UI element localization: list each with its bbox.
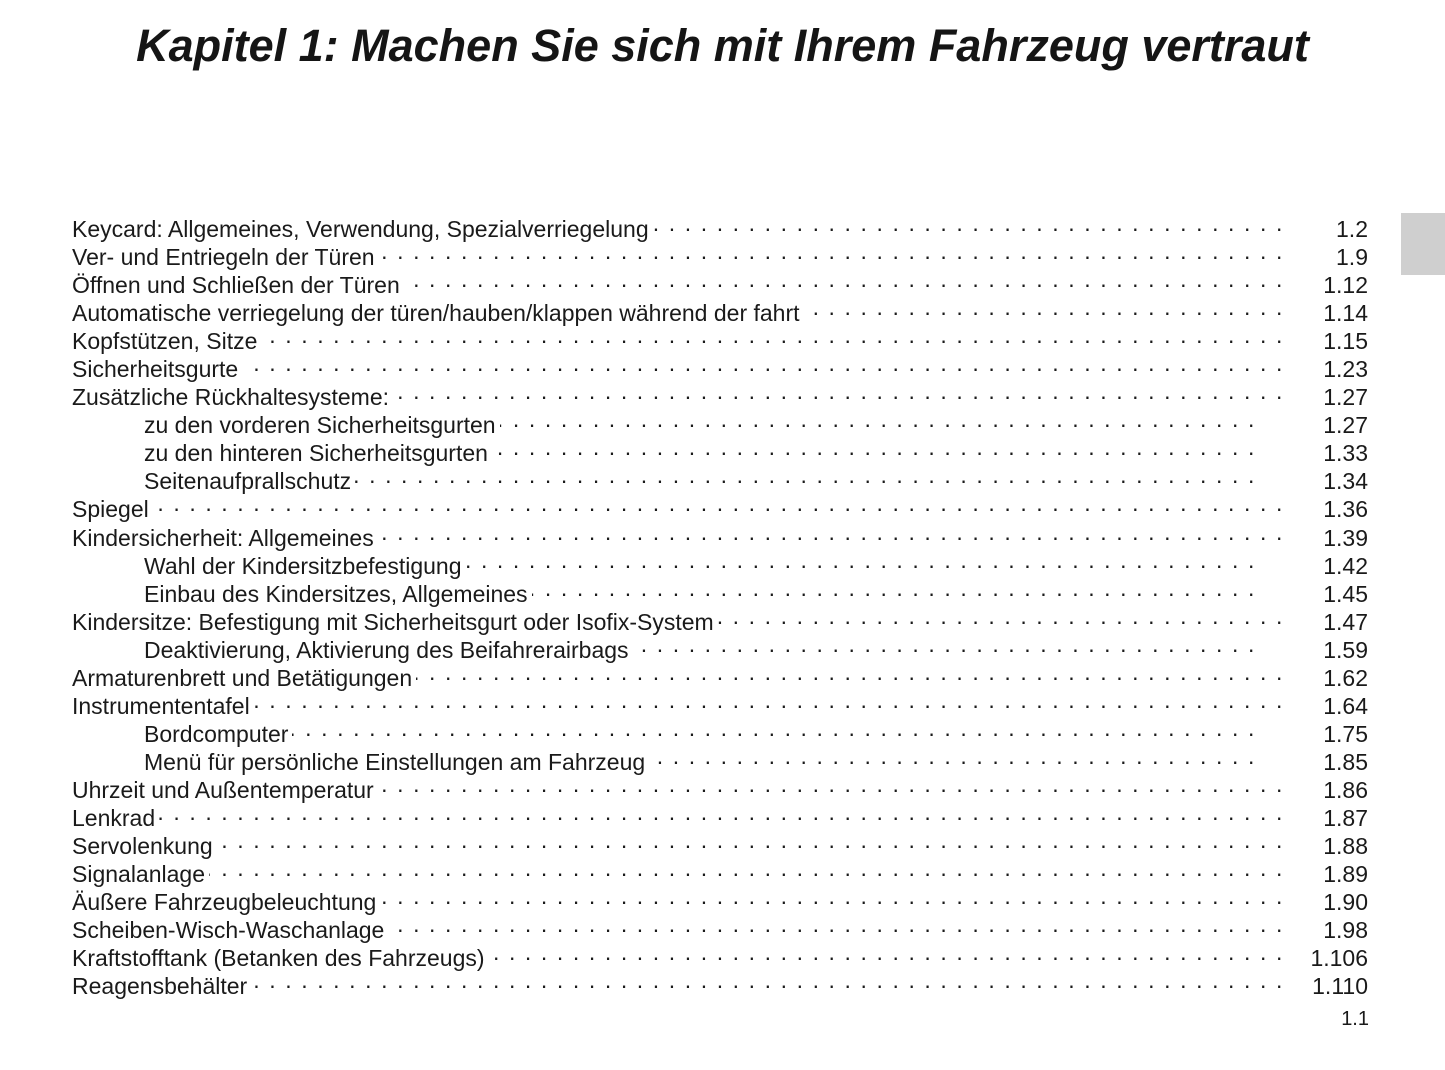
toc-dot-leader [379,237,1284,265]
toc-entry-label: Automatische verriegelung der türen/hauben/klappen während der fahrt [72,300,800,327]
toc-entry-page: 1.89 [1323,861,1368,888]
toc-dot-leader [355,461,1256,489]
toc-entry-page: 1.15 [1323,328,1368,355]
toc-dot-leader [378,770,1284,798]
toc-dot-leader [393,377,1284,405]
toc-entry-label: Uhrzeit und Außentemperatur [72,776,374,803]
toc-entry-label: Bordcomputer [144,720,289,747]
toc-dot-leader [492,433,1256,461]
toc-entry[interactable] [72,826,1368,860]
toc-entry[interactable] [72,489,1368,523]
toc-entry-page: 1.42 [1323,552,1368,579]
toc-entry[interactable] [72,518,1368,551]
toc-entry-label: Lenkrad [72,804,156,831]
toc-entry-label: Sicherheitsgurte [72,356,239,383]
toc-dot-leader [209,854,1284,882]
toc-entry-page: 1.62 [1323,664,1368,691]
toc-entry-page: 1.86 [1323,776,1368,803]
toc-entry-label: Keycard: Allgemeines, Verwendung, Spezialverriegelung [72,216,649,242]
toc-dot-leader [242,349,1284,377]
chapter-tab-marker [1401,213,1445,275]
toc-entry-page: 1.88 [1323,833,1368,860]
toc-entry-label: Deaktivierung, Aktivierung des Beifahrerairbags [144,636,629,663]
toc-entry-page: 1.14 [1323,300,1368,327]
toc-dot-leader [653,209,1284,237]
toc-entry-label: Spiegel [72,496,149,523]
toc-dot-leader [261,321,1284,349]
toc-entry-label: Seitenaufprallschutz [144,468,352,495]
toc-entry-page: 1.23 [1323,356,1368,383]
toc-dot-leader [500,405,1256,433]
toc-entry-page: 1.12 [1323,272,1368,299]
toc-dot-leader [718,602,1284,630]
toc-entry-page: 1.106 [1310,945,1368,972]
toc-entry[interactable] [72,209,1368,242]
toc-entry-label: Einbau des Kindersitzes, Allgemeines [144,580,528,607]
toc-entry[interactable] [72,854,1368,888]
toc-entry-page: 1.9 [1336,244,1368,271]
toc-entry-label: Kraftstofftank (Betanken des Fahrzeugs) [72,945,485,972]
toc-entry-label: Ver- und Entriegeln der Türen [72,244,375,271]
toc-entry-page: 1.75 [1323,720,1368,747]
toc-dot-leader [649,742,1256,770]
toc-entry-label: Kindersicherheit: Allgemeines [72,524,374,551]
toc-dot-leader [159,798,1284,826]
toc-dot-leader [217,826,1284,854]
toc-entry-label: zu den vorderen Sicherheitsgurten [144,412,496,439]
toc-entry[interactable] [72,966,1368,1000]
toc-entry-label: Reagensbehälter [72,973,248,1000]
toc-dot-leader [292,714,1256,742]
toc-dot-leader [532,574,1256,602]
toc-dot-leader [153,489,1284,517]
toc-entry-page: 1.27 [1323,384,1368,411]
toc-entry-page: 1.47 [1323,608,1368,635]
toc-entry-page: 1.110 [1312,973,1368,1000]
toc-entry-label: Scheiben-Wisch-Waschanlage [72,917,385,944]
toc-entry[interactable] [72,349,1368,383]
toc-entry-page: 1.87 [1323,804,1368,831]
toc-entry-page: 1.85 [1323,748,1368,775]
toc-dot-leader [388,910,1284,938]
toc-entry-page: 1.27 [1323,412,1368,439]
toc-entry-label: Menü für persönliche Einstellungen am Fahrzeug [144,748,646,775]
toc-entry[interactable] [72,377,1368,411]
toc-entry[interactable] [72,882,1368,916]
toc-entry-label: Armaturenbrett und Betätigungen [72,664,413,691]
toc-entry[interactable] [72,798,1368,831]
toc-entry-page: 1.64 [1323,692,1368,719]
toc-entry-label: Zusätzliche Rückhaltesysteme: [72,384,390,411]
toc-entry-label: zu den hinteren Sicherheitsgurten [144,440,488,467]
toc-dot-leader [404,265,1284,293]
toc-entry-label: Instrumententafel [72,692,250,719]
toc-entry-page: 1.59 [1323,636,1368,663]
toc-dot-leader [416,658,1284,686]
toc-entry[interactable] [72,321,1368,355]
toc-entry-label: Servolenkung [72,833,213,860]
toc-entry-label: Signalanlage [72,861,206,888]
toc-dot-leader [378,518,1284,546]
toc-entry-page: 1.36 [1323,496,1368,523]
toc-entry-label: Kopfstützen, Sitze [72,328,258,355]
toc-entry[interactable] [72,714,1368,747]
toc-entry-page: 1.39 [1323,524,1368,551]
toc-entry-page: 1.34 [1323,468,1368,495]
page-title: Kapitel 1: Machen Sie sich mit Ihrem Fahrzeug vertraut [136,20,1309,71]
toc-dot-leader [804,293,1284,321]
toc-entry-label: Kindersitze: Befestigung mit Sicherheitsgurt oder Isofix-System [72,608,714,635]
page-number: 1.1 [1341,1008,1369,1030]
toc-entry-page: 1.33 [1323,440,1368,467]
toc-entry-label: Äußere Fahrzeugbeleuchtung [72,889,377,916]
toc-entry-label: Öffnen und Schließen der Türen [72,272,400,299]
toc-entry-page: 1.45 [1323,580,1368,607]
toc-dot-leader [251,966,1284,994]
toc-entry-page: 1.90 [1323,889,1368,916]
toc-dot-leader [380,882,1284,910]
toc-dot-leader [466,546,1257,574]
toc-entry-page: 1.2 [1336,216,1368,242]
toc-entry-label: Wahl der Kindersitzbefestigung [144,552,462,579]
toc-dot-leader [489,938,1284,966]
toc-entry-page: 1.98 [1323,917,1368,944]
toc-entry[interactable] [72,686,1368,719]
table-of-contents [72,209,1368,1000]
toc-dot-leader [633,630,1256,658]
toc-dot-leader [254,686,1284,714]
